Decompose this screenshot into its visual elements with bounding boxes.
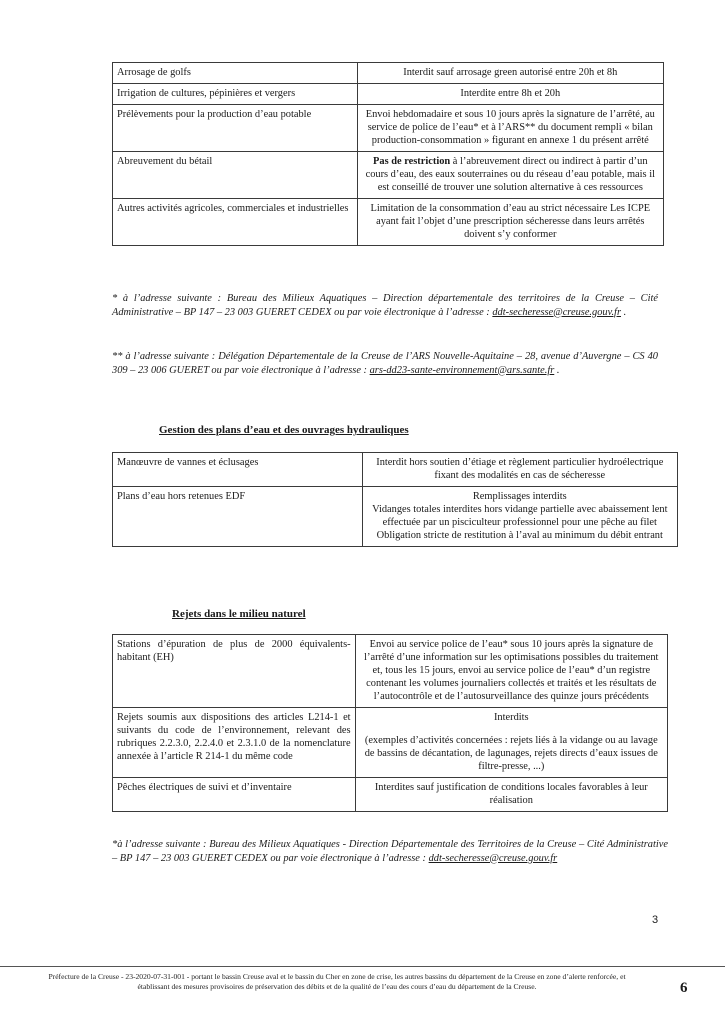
- table-row: [113, 199, 664, 246]
- activity-cell: Rejets soumis aux dispositions des articles L214-1 et suivants du code de l’environnement, relevant des rubriques 2.2.3.0, 2.2.4.0 et 2.3.1.0 de la nomenclature annexée à l’article R 214-1 du même code: [113, 708, 356, 778]
- activity-cell: Arrosage de golfs: [113, 63, 358, 84]
- table-row: [113, 453, 678, 487]
- rule-line: Vidanges totales interdites hors vidange partielle avec abaissement lent effectuée par un pisciculteur professionnel pour une pêche au filet: [372, 504, 668, 528]
- table-row: [113, 152, 664, 199]
- activity-cell: Manœuvre de vannes et éclusages: [113, 453, 363, 487]
- rule-heading: Interdits: [493, 712, 529, 723]
- activity-cell: Plans d’eau hors retenues EDF: [113, 487, 363, 547]
- activity-cell: Abreuvement du bétail: [113, 152, 358, 199]
- rule-cell: [357, 152, 663, 199]
- footnote-end: .: [554, 364, 560, 376]
- table-row: [113, 63, 664, 84]
- rule-text: (exemples d’activités concernées : rejets liés à la vidange ou au lavage de bassins de décantation, de lagunages, rejets directs d’eaux issues de filtre-presse, ...): [364, 735, 658, 772]
- rule-text: à l’abreuvement direct ou indirect à partir d’un cours d’eau, des eaux souterraines ou du réseau d’eau potable, mais il est conseillé de trouver une solution alternative à ces ressources: [365, 156, 655, 193]
- table-row: [113, 105, 664, 152]
- rule-cell: Envoi au service police de l’eau* sous 10 jours après la signature de l’arrêté d’une information sur les optimisations possibles du traitement et, tous les 15 jours, envoi au service police de l’eau* d’un registre contenant les volumes journaliers collectés et traités et les résultats de l’autocontrôle et de l’autosurveillance des quinze jours précédents: [355, 635, 667, 708]
- activity-cell: Autres activités agricoles, commerciales et industrielles: [113, 199, 358, 246]
- email-link[interactable]: ddt-secheresse@creuse.gouv.fr: [428, 852, 558, 864]
- footer-page-number: 6: [680, 980, 688, 996]
- table-row: [113, 635, 668, 708]
- table-row: [113, 708, 668, 778]
- footnote-ars: [112, 350, 658, 377]
- footnote-text: *à l’adresse suivante : Bureau des Milieux Aquatiques - Direction Départementale des Territoires de la Creuse – Cité Administrative – BP 147 – 23 003 GUERET CEDEX ou par voie électronique à l’adresse :: [112, 839, 668, 864]
- footer-text: Préfecture de la Creuse - 23-2020-07-31-001 - portant le bassin Creuse aval et le bassin du Cher en zone de crise, les autres bassins du département de la Creuse en zone d’alerte renforcée, et établissant des mesures provisoires de préservation des débits et de la qualité de l’eau des cours d’eau du département de la Creuse.: [48, 972, 626, 991]
- rule-cell: Interdit hors soutien d’étiage et règlement particulier hydroélectrique fixant des modalités en cas de sécheresse: [362, 453, 677, 487]
- table-row: [113, 778, 668, 812]
- footnote-police-eau-2: [112, 838, 668, 865]
- restrictions-table-rejets: [112, 634, 668, 812]
- restrictions-table-usage: [112, 62, 664, 246]
- table-row: [113, 487, 678, 547]
- rule-cell: Interdite entre 8h et 20h: [357, 84, 663, 105]
- footer-divider: [0, 966, 725, 967]
- rule-line: Obligation stricte de restitution à l’aval au minimum du débit entrant: [376, 530, 663, 541]
- section-heading-plans-eau: Gestion des plans d’eau et des ouvrages hydrauliques: [159, 424, 409, 436]
- email-link[interactable]: ddt-secheresse@creuse.gouv.fr: [492, 306, 621, 318]
- restrictions-table-plans-eau: [112, 452, 678, 547]
- activity-cell: Prélèvements pour la production d’eau potable: [113, 105, 358, 152]
- activity-cell: Irrigation de cultures, pépinières et vergers: [113, 84, 358, 105]
- footnote-end: .: [620, 306, 627, 318]
- table-row: [113, 84, 664, 105]
- footnote-text: ** à l’adresse suivante : Délégation Départementale de la Creuse de l’ARS Nouvelle-Aquitaine – 28, avenue d’Auvergne – CS 40 309 – 23 006 GUERET ou par voie électronique à l’adresse :: [112, 351, 658, 376]
- activity-cell: Pêches électriques de suivi et d’inventaire: [113, 778, 356, 812]
- page-number: 3: [652, 914, 659, 926]
- footnote-text: * à l’adresse suivante : Bureau des Milieux Aquatiques – Direction départementale des territoires de la Creuse – Cité Administrative – BP 147 – 23 003 GUERET CEDEX ou par voie électronique à l’adresse :: [112, 293, 658, 318]
- rule-cell: Envoi hebdomadaire et sous 10 jours après la signature de l’arrêté, au service de police de l’eau* et à l’ARS** du document rempli « bilan production-consommation » figurant en annexe 1 du présent arrêté: [357, 105, 663, 152]
- rule-cell: [362, 487, 677, 547]
- rule-cell: Interdites sauf justification de conditions locales favorables à leur réalisation: [355, 778, 667, 812]
- rule-emphasis: Pas de restriction: [373, 156, 451, 167]
- email-link[interactable]: ars-dd23-sante-environnement@ars.sante.fr: [369, 364, 555, 376]
- activity-cell: Stations d’épuration de plus de 2000 équivalents-habitant (EH): [113, 635, 356, 708]
- rule-cell: Limitation de la consommation d’eau au strict nécessaire Les ICPE ayant fait l’objet d’une prescription sécheresse dans leurs arrêtés doivent s’y conformer: [357, 199, 663, 246]
- section-heading-rejets: Rejets dans le milieu naturel: [172, 608, 306, 620]
- rule-cell: [355, 708, 667, 778]
- rule-line: Remplissages interdits: [472, 491, 567, 502]
- rule-cell: Interdit sauf arrosage green autorisé entre 20h et 8h: [357, 63, 663, 84]
- footnote-police-eau: [112, 292, 658, 319]
